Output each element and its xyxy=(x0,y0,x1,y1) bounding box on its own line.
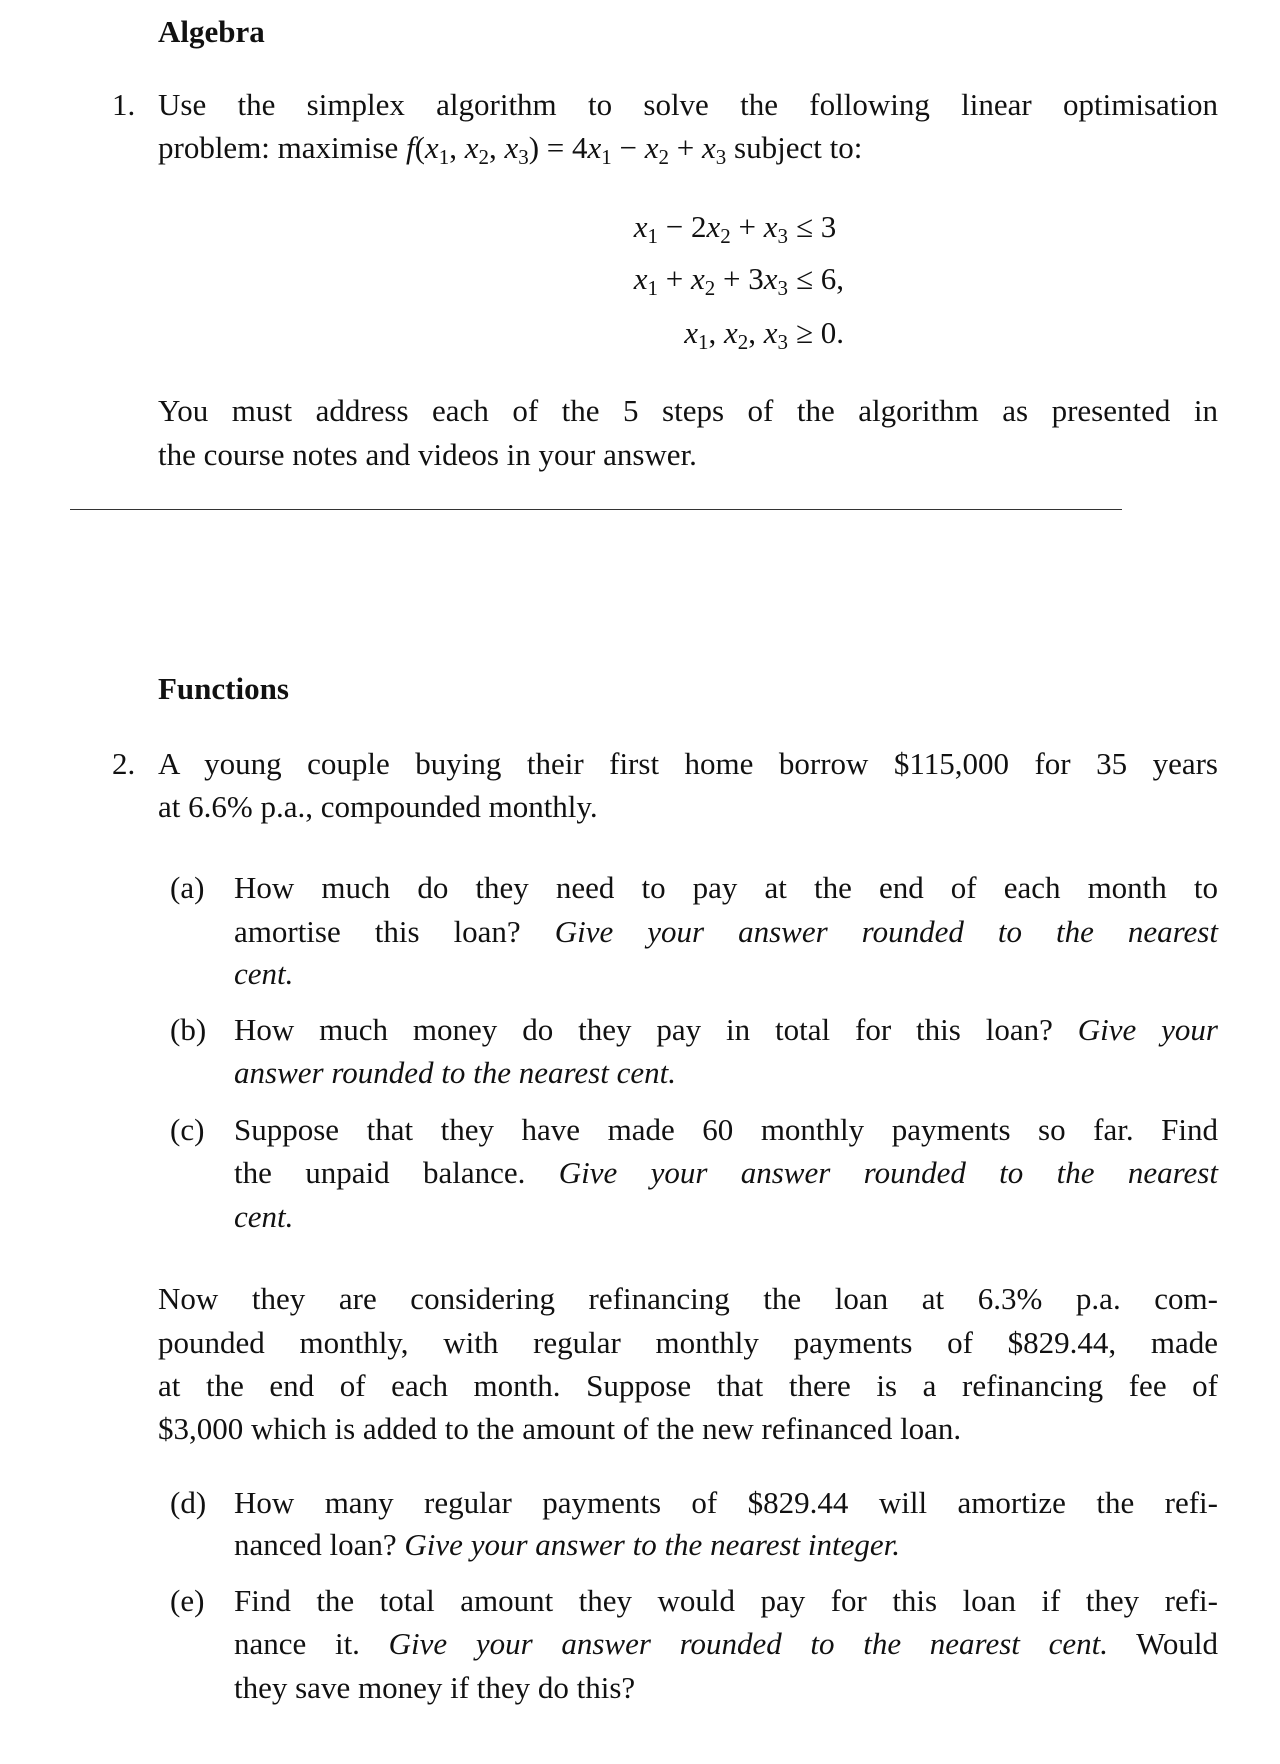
equation-lhs xyxy=(684,313,788,362)
text-segment: Would xyxy=(1107,1626,1218,1661)
part-label: (a) xyxy=(170,870,205,905)
section-heading-algebra: Algebra xyxy=(158,14,265,49)
text-segment: + xyxy=(658,261,691,296)
question-text-line xyxy=(158,787,1218,827)
instruction-line xyxy=(158,435,1218,475)
math-variable: x xyxy=(644,130,659,165)
text-segment: How much money do they pay in total for this loan? xyxy=(234,1012,1078,1047)
italic-text: Give your answer to the nearest integer. xyxy=(404,1527,901,1562)
math-subscript: 3 xyxy=(518,145,529,169)
part-text-line xyxy=(234,1581,1218,1621)
math-variable: x xyxy=(706,209,721,244)
part-label: (d) xyxy=(170,1485,207,1520)
italic-text: answer rounded to the nearest cent. xyxy=(234,1055,676,1090)
part-label: (e) xyxy=(170,1583,205,1618)
refinance-text-line xyxy=(158,1366,1218,1406)
equation-lhs xyxy=(634,207,788,256)
text-segment: Now they are considering refinancing the loan at 6.3% p.a. com- xyxy=(158,1281,1218,1316)
part-text-line xyxy=(234,1624,1218,1664)
math-variable: x xyxy=(723,315,738,350)
text-segment: , xyxy=(748,315,764,350)
question-number: 1. xyxy=(112,87,136,122)
part-text-line xyxy=(234,1668,1218,1708)
part-label: (c) xyxy=(170,1112,205,1147)
text-segment: How many regular payments of $829.44 will amortize the refi- xyxy=(234,1485,1218,1520)
text-segment: nance it. xyxy=(234,1626,389,1661)
italic-text: Give your answer rounded to the nearest xyxy=(558,1155,1218,1190)
text-segment: , xyxy=(488,130,505,165)
math-variable: f xyxy=(405,130,415,165)
question-text-line xyxy=(158,744,1218,784)
math-variable: x xyxy=(633,209,648,244)
text-segment: + xyxy=(730,209,764,244)
part-text-line xyxy=(234,1483,1218,1523)
math-subscript: 2 xyxy=(704,276,716,300)
math-variable: x xyxy=(587,130,602,165)
instruction-line xyxy=(158,391,1218,431)
part-text-line xyxy=(234,1525,1218,1565)
math-variable: x xyxy=(464,130,479,165)
part-text-line xyxy=(234,1197,1218,1237)
equation-rhs: ≤ 3 xyxy=(796,209,837,244)
constraint-equation xyxy=(0,207,1280,247)
text-segment: You must address each of the 5 steps of the algorithm as presented in xyxy=(158,393,1218,428)
text-segment: A young couple buying their first home borrow $115,000 for 35 years xyxy=(158,746,1218,781)
constraint-equation xyxy=(0,259,1280,299)
math-variable: x xyxy=(633,261,648,296)
math-variable: x xyxy=(424,130,439,165)
question-text-line xyxy=(158,128,1218,168)
text-segment: problem: maximise xyxy=(158,130,406,165)
math-variable: x xyxy=(763,315,778,350)
part-text-line xyxy=(234,1053,1218,1093)
refinance-text-line xyxy=(158,1279,1218,1319)
text-segment: , xyxy=(449,130,465,165)
text-segment: pounded monthly, with regular monthly payments of $829.44, made xyxy=(158,1325,1218,1360)
text-segment: + xyxy=(669,130,703,165)
italic-text: Give your xyxy=(1077,1012,1219,1047)
question-text-line xyxy=(158,85,1218,125)
math-subscript: 2 xyxy=(720,224,731,248)
part-label: (b) xyxy=(170,1012,207,1047)
text-segment: − xyxy=(611,130,645,165)
math-subscript: 3 xyxy=(777,330,788,354)
math-subscript: 1 xyxy=(647,224,658,248)
math-subscript: 1 xyxy=(697,330,709,354)
text-segment: ( xyxy=(414,130,425,165)
math-variable: x xyxy=(702,130,716,165)
text-segment: + 3 xyxy=(715,261,764,296)
text-segment: subject to: xyxy=(726,130,863,165)
equation-rhs: ≤ 6, xyxy=(796,261,845,296)
text-segment: amortise this loan? xyxy=(234,914,555,949)
text-segment: , xyxy=(708,315,724,350)
math-subscript: 1 xyxy=(601,145,612,169)
text-segment: the course notes and videos in your answer. xyxy=(158,437,697,472)
math-variable: x xyxy=(763,209,778,244)
math-subscript: 1 xyxy=(438,145,450,169)
math-variable: x xyxy=(684,315,698,350)
text-segment: Find the total amount they would pay for this loan if they refi- xyxy=(234,1583,1218,1618)
part-text-line xyxy=(234,912,1218,952)
math-subscript: 3 xyxy=(777,276,788,300)
equation-lhs xyxy=(634,259,788,308)
text-segment: the unpaid balance. xyxy=(234,1155,559,1190)
math-subscript: 1 xyxy=(647,276,658,300)
math-variable: x xyxy=(690,261,705,296)
text-segment: they save money if they do this? xyxy=(234,1670,636,1705)
part-text-line xyxy=(234,954,1218,994)
italic-text: Give your answer rounded to the nearest xyxy=(554,914,1218,949)
text-segment: How much do they need to pay at the end of each month to xyxy=(234,870,1218,905)
math-variable: x xyxy=(763,261,778,296)
math-subscript: 3 xyxy=(715,145,727,169)
section-heading-functions: Functions xyxy=(158,671,289,706)
refinance-text-line xyxy=(158,1409,1218,1449)
part-text-line xyxy=(234,1110,1218,1150)
refinance-text-line xyxy=(158,1323,1218,1363)
text-segment: nanced loan? xyxy=(234,1527,405,1562)
text-segment: at 6.6% p.a., compounded monthly. xyxy=(158,789,598,824)
text-segment: Use the simplex algorithm to solve the following linear optimisation xyxy=(158,87,1218,122)
math-variable: x xyxy=(504,130,519,165)
math-subscript: 3 xyxy=(777,224,788,248)
italic-text: cent. xyxy=(234,1199,294,1234)
italic-text: cent. xyxy=(234,956,294,991)
italic-text: Give your answer rounded to the nearest cent. xyxy=(388,1626,1108,1661)
part-text-line xyxy=(234,1010,1218,1050)
math-subscript: 2 xyxy=(737,330,749,354)
math-subscript: 2 xyxy=(658,145,670,169)
part-text-line xyxy=(234,1153,1218,1193)
text-segment: at the end of each month. Suppose that there is a refinancing fee of xyxy=(158,1368,1218,1403)
text-segment: $3,000 which is added to the amount of the new refinanced loan. xyxy=(158,1411,962,1446)
constraint-equation xyxy=(0,313,1280,353)
equation-rhs: ≥ 0. xyxy=(796,315,845,350)
part-text-line xyxy=(234,868,1218,908)
section-divider xyxy=(70,509,1122,510)
text-segment: ) = 4 xyxy=(528,130,588,165)
question-number: 2. xyxy=(112,746,136,781)
math-subscript: 2 xyxy=(478,145,489,169)
text-segment: Suppose that they have made 60 monthly payments so far. Find xyxy=(234,1112,1218,1147)
text-segment: − 2 xyxy=(658,209,707,244)
